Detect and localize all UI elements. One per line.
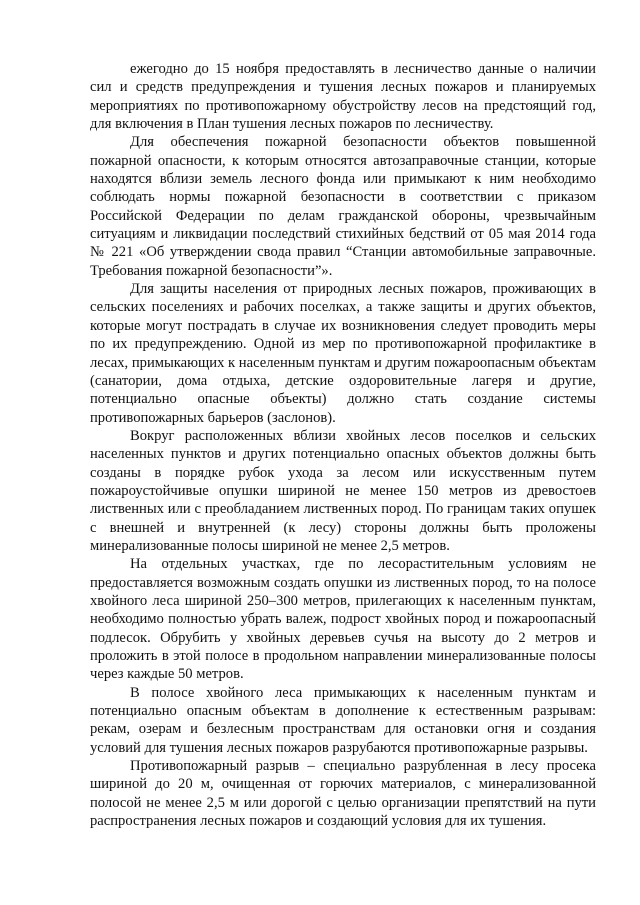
- paragraph-reporting-deadline: ежегодно до 15 ноября предоставлять в лесничество данные о наличии сил и средств предупреждения и тушения лесных пожаров и планируемых мероприятиях по противопожарному обустройству лесов на предстоящий год, для включения в План тушения лесных пожаров по лесничеству.: [90, 61, 596, 133]
- paragraph-firebreaks: В полосе хвойного леса примыкающих к населенным пунктам и потенциально опасным объектам в дополнение к естественным разрывам: рекам, озерам и безлесным пространствам для остановки огня и создания условий для тушения лесных пожаров разрубаются противопожарные разрывы.: [90, 684, 596, 756]
- paragraph-population-protection: Для защиты населения от природных лесных пожаров, проживающих в сельских поселениях и рабочих поселках, а также защиты и других объектов, которые могут пострадать в случае их возникновения следует проводить меры по их предупреждению. Одной из мер по противопожарной профилактике в лесах, примыкающих к населенным пунктам и другим пожароопасным объектам (санатории, дома отдыха, детские оздоровительные лагеря и другие, потенциально опасные объекты) должно стать создание системы противопожарных барьеров (заслонов).: [90, 281, 596, 426]
- document-page: [90, 60, 596, 830]
- paragraph-fuel-stations: Для обеспечения пожарной безопасности объектов повышенной пожарной опасности, к которым относятся автозаправочные станции, которые находятся вблизи земель лесного фонда или примыкают к ним необходимо соблюдать нормы пожарной безопасности в соответствии с приказом Российской Федерации по делам гражданской обороны, чрезвычайным ситуациям и ликвидации последствий стихийных бедствий от 05 мая 2014 года № 221 «Об утверждении свода правил “Станции автомобильные заправочные. Требования пожарной безопасности”».: [90, 134, 596, 279]
- paragraph-coniferous-strip: На отдельных участках, где по лесорастительным условиям не предоставляется возможным создать опушки из лиственных пород, то на полосе хвойного леса шириной 250–300 метров, прилегающих к населенным пунктам, необходимо полностью убрать валеж, подрост хвойных пород и пожароопасный подлесок. Обрубить у хвойных деревьев сучья на высоту до 2 метров и проложить в этой полосе в продольном направлении минерализованные полосы через каждые 50 метров.: [90, 556, 596, 683]
- paragraph-fire-resistant-edges: Вокруг расположенных вблизи хвойных лесов поселков и сельских населенных пунктов и других потенциально опасных объектов должны быть созданы в порядке рубок ухода за лесом или искусственным путем пожароустойчивые опушки шириной не менее 150 метров из древостоев лиственных или с преобладанием лиственных пород. По границам таких опушек с внешней и внутренней (к лесу) стороны должны быть проложены минерализованные полосы шириной не менее 2,5 метров.: [90, 427, 596, 554]
- paragraph-firebreak-definition: Противопожарный разрыв – специально разрубленная в лесу просека шириной до 20 м, очищенная от горючих материалов, с минерализованной полосой не менее 2,5 м или дорогой с целью организации препятствий на пути распространения лесных пожаров и создающий условия для их тушения.: [90, 758, 596, 830]
